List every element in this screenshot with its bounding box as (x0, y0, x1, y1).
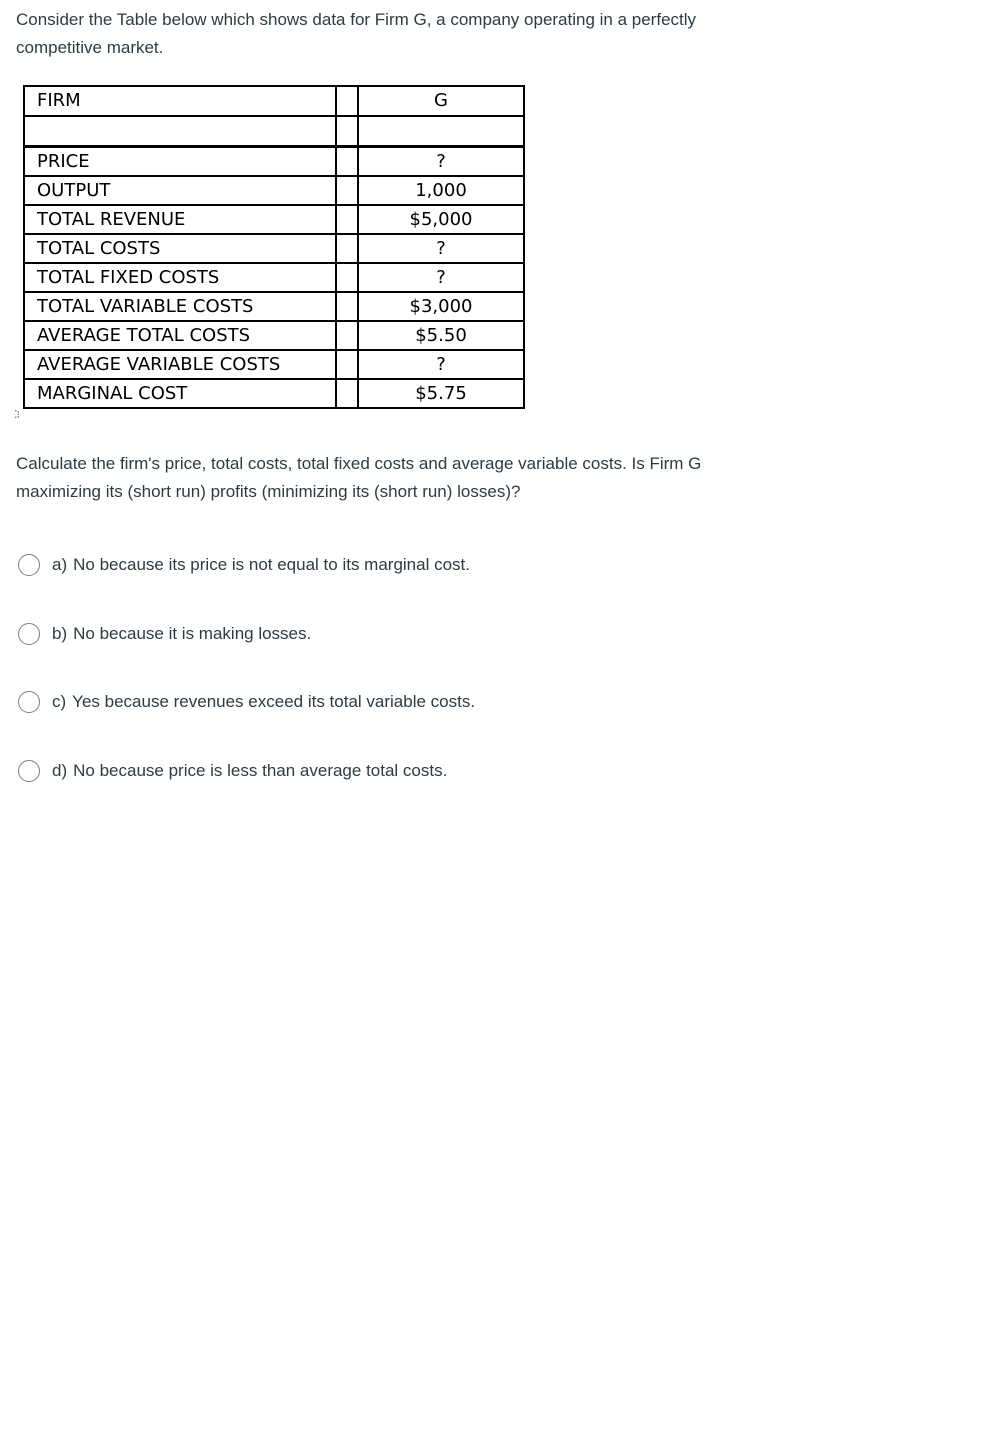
radio-button-a[interactable] (18, 554, 40, 576)
row-value-total-costs: ? (358, 234, 524, 263)
table-header-label: FIRM (24, 86, 336, 116)
row-value-price: ? (358, 147, 524, 177)
table-spacer-cell (336, 321, 358, 350)
row-value-average-variable-costs: ? (358, 350, 524, 379)
table-header-row (24, 86, 524, 116)
table-row (24, 147, 524, 177)
table-spacer-cell (336, 234, 358, 263)
table-spacer-cell (336, 147, 358, 177)
table-spacer-cell (336, 116, 358, 147)
row-value-total-fixed-costs: ? (358, 263, 524, 292)
table-spacer-cell (336, 292, 358, 321)
option-text: No because its price is not equal to its marginal cost. (73, 555, 470, 574)
row-label-price: PRICE (24, 147, 336, 177)
table-spacer-cell (336, 379, 358, 408)
row-label-output: OUTPUT (24, 176, 336, 205)
answer-option-d[interactable] (18, 758, 918, 784)
question-text: Calculate the firm's price, total costs, total fixed costs and average variable costs. Is Firm G maximizing its (short run) profits (minimizing its (short run) losses)? (16, 454, 702, 501)
firm-data-table (23, 85, 525, 409)
answer-option-a[interactable] (18, 552, 918, 578)
table-row (24, 234, 524, 263)
row-label-average-total-costs: AVERAGE TOTAL COSTS (24, 321, 336, 350)
row-value-total-revenue: $5,000 (358, 205, 524, 234)
table-row (24, 379, 524, 408)
table-row (24, 176, 524, 205)
row-value-total-variable-costs: $3,000 (358, 292, 524, 321)
row-label-total-fixed-costs: TOTAL FIXED COSTS (24, 263, 336, 292)
row-value-average-total-costs: $5.50 (358, 321, 524, 350)
table-row (24, 350, 524, 379)
row-value-marginal-cost: $5.75 (358, 379, 524, 408)
option-letter: c) (52, 692, 67, 712)
option-letter: a) (52, 555, 68, 574)
answer-option-b[interactable] (18, 621, 918, 647)
row-value-output: 1,000 (358, 176, 524, 205)
table-row (24, 292, 524, 321)
table-spacer-cell (336, 205, 358, 234)
row-label-average-variable-costs: AVERAGE VARIABLE COSTS (24, 350, 336, 379)
table-row (24, 321, 524, 350)
option-letter: b) (52, 623, 68, 643)
answer-options (18, 552, 918, 827)
table-spacer-cell (336, 350, 358, 379)
row-label-total-revenue: TOTAL REVENUE (24, 205, 336, 234)
option-letter: d) (52, 761, 68, 781)
row-label-total-costs: TOTAL COSTS (24, 234, 336, 263)
intro-text: Consider the Table below which shows data for Firm G, a company operating in a perfectly competitive market. (16, 10, 697, 57)
table-row (24, 205, 524, 234)
radio-button-d[interactable] (18, 760, 40, 782)
table-spacer-cell (336, 86, 358, 116)
option-text: Yes because revenues exceed its total variable costs. (72, 692, 476, 712)
option-text: No because price is less than average total costs. (73, 761, 448, 781)
row-label-total-variable-costs: TOTAL VARIABLE COSTS (24, 292, 336, 321)
option-text: No because it is making losses. (73, 623, 312, 643)
table-blank-cell (24, 116, 336, 147)
table-blank-row (24, 116, 524, 147)
table-header-value: G (358, 86, 524, 116)
radio-button-c[interactable] (18, 691, 40, 713)
table-spacer-cell (336, 263, 358, 292)
row-label-marginal-cost: MARGINAL COST (24, 379, 336, 408)
table-spacer-cell (336, 176, 358, 205)
table-row (24, 263, 524, 292)
radio-button-b[interactable] (18, 623, 40, 645)
table-blank-cell (358, 116, 524, 147)
answer-option-c[interactable] (18, 689, 918, 715)
table-resize-handle-icon: ⁚⁝ (14, 409, 19, 421)
